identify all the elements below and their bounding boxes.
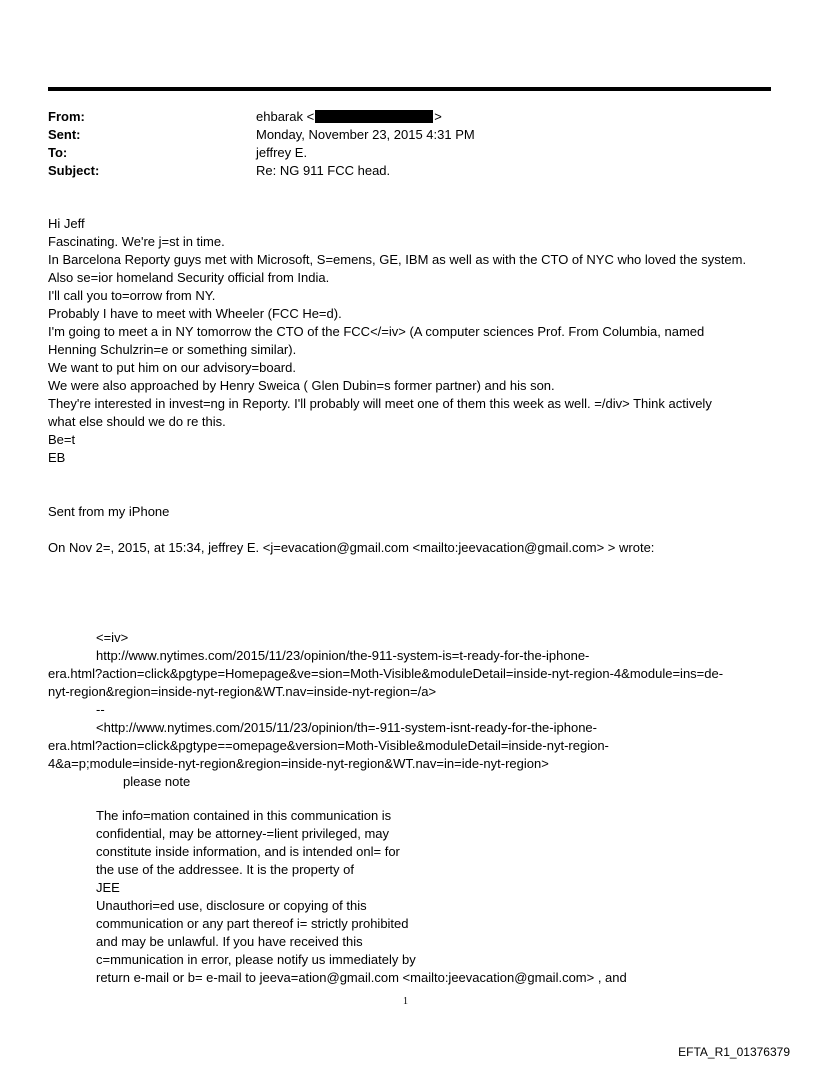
- to-label: To:: [48, 145, 68, 160]
- dashes: --: [96, 702, 105, 717]
- subject-label: Subject:: [48, 163, 100, 178]
- reply-header: On Nov 2=, 2015, at 15:34, jeffrey E. <j=evacation@gmail.com <mailto:jeevacation@gmail.com> > wrote:: [48, 540, 655, 555]
- body-line: what else should we do re this.: [48, 414, 226, 429]
- subject-row: [48, 162, 768, 180]
- url-line: era.html?action=click&pgtype=Homepage&ve=sion=Moth-Visible&moduleDetail=inside-nyt-region-4&module=ins=de-: [48, 666, 724, 681]
- url-line: 4&a=p;module=inside-nyt-region&region=inside-nyt-region&WT.nav=in=ide-nyt-region>: [48, 756, 549, 771]
- url-line: <http://www.nytimes.com/2015/11/23/opinion/th=-911-system-isnt-ready-for-the-iphone-: [96, 720, 597, 735]
- body-line: We want to put him on our advisory=board.: [48, 360, 296, 375]
- body-line: In Barcelona Reporty guys met with Microsoft, S=emens, GE, IBM as well as with the CTO of NYC who loved the system.: [48, 252, 747, 267]
- notice-line: JEE: [96, 880, 120, 895]
- div-tag-text: <=iv>: [96, 630, 129, 645]
- url-line: era.html?action=click&pgtype==omepage&version=Moth-Visible&moduleDetail=inside-nyt-region-: [48, 738, 609, 753]
- from-row: [48, 108, 768, 126]
- to-row: [48, 144, 768, 162]
- message-body: [48, 215, 746, 467]
- body-line: They're interested in invest=ng in Reporty. I'll probably will meet one of them this week as well. =/div> Think actively: [48, 396, 712, 411]
- body-line: Also se=ior homeland Security official from India.: [48, 270, 330, 285]
- notice-line: the use of the addressee. It is the property of: [96, 862, 354, 877]
- sent-row: [48, 126, 768, 144]
- body-line: Be=t: [48, 432, 76, 447]
- signature: Sent from my iPhone: [48, 504, 170, 519]
- subject-value: Re: NG 911 FCC head.: [256, 163, 391, 178]
- please-note: please note: [123, 774, 191, 789]
- body-line: We were also approached by Henry Sweica ( Glen Dubin=s former partner) and his son.: [48, 378, 555, 393]
- notice-line: Unauthori=ed use, disclosure or copying of this: [96, 898, 367, 913]
- url-line: http://www.nytimes.com/2015/11/23/opinion/the-911-system-is=t-ready-for-the-iphone-: [96, 648, 590, 663]
- quoted-url-block: [48, 629, 723, 701]
- notice-line: confidential, may be attorney-=lient privileged, may: [96, 826, 390, 841]
- body-line: Hi Jeff: [48, 216, 85, 231]
- email-header: [48, 108, 768, 180]
- body-line: Probably I have to meet with Wheeler (FCC He=d).: [48, 306, 342, 321]
- notice-line: and may be unlawful. If you have received this: [96, 934, 363, 949]
- notice-line: communication or any part thereof i= strictly prohibited: [96, 916, 409, 931]
- notice-line: The info=mation contained in this communication is: [96, 808, 392, 823]
- from-label: From:: [48, 109, 85, 124]
- sent-value: Monday, November 23, 2015 4:31 PM: [256, 127, 475, 142]
- body-line: I'll call you to=orrow from NY.: [48, 288, 216, 303]
- document-id: EFTA_R1_01376379: [678, 1045, 790, 1059]
- to-value: jeffrey E.: [256, 145, 308, 160]
- body-line: Henning Schulzrin=e or something similar).: [48, 342, 297, 357]
- from-close: >: [434, 109, 442, 124]
- page-number: 1: [403, 996, 408, 1007]
- body-line: Fascinating. We're j=st in time.: [48, 234, 225, 249]
- body-line: I'm going to meet a in NY tomorrow the CTO of the FCC</=iv> (A computer sciences Prof. From Columbia, named: [48, 324, 705, 339]
- header-rule: [48, 87, 771, 91]
- url-line: nyt-region&region=inside-nyt-region&WT.nav=inside-nyt-region=/a>: [48, 684, 437, 699]
- redaction-box: [315, 110, 433, 123]
- body-line: EB: [48, 450, 66, 465]
- notice-line: constitute inside information, and is intended onl= for: [96, 844, 400, 859]
- notice-line: c=mmunication in error, please notify us immediately by: [96, 952, 416, 967]
- from-value: [256, 108, 442, 126]
- quoted-url-block-2: [48, 701, 609, 791]
- sent-label: Sent:: [48, 127, 81, 142]
- notice-line: return e-mail or b= e-mail to jeeva=ation@gmail.com <mailto:jeevacation@gmail.com> , and: [96, 970, 627, 985]
- confidentiality-notice: [96, 807, 627, 987]
- from-name: ehbarak <: [256, 109, 315, 124]
